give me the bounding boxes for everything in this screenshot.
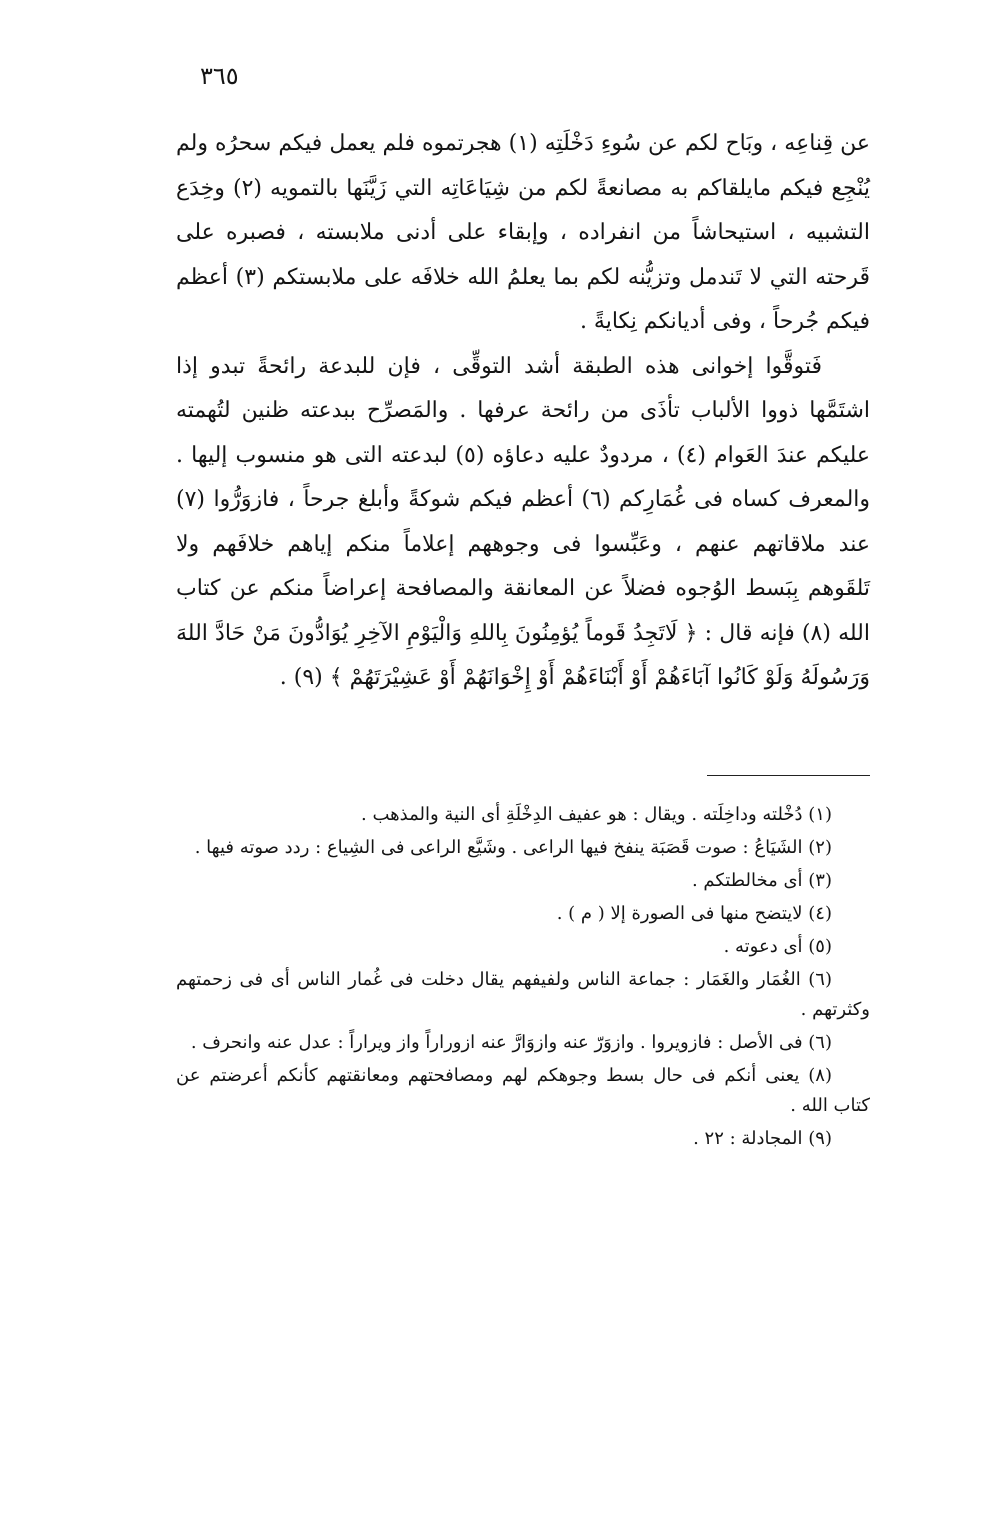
footnote: (١) دُخْلته وداخِلَته . ويقال : هو عفيف الدِخْلَةِ أى النية والمذهب . [361,804,832,825]
paragraph: عن قِناعِه ، وبَاح لكم عن سُوءِ دَخْلَتِه (١) هجرتموه فلم يعمل فيكم سحرُه ولم يُنْجِع فيكم مايلقاكم به مصانعةً لكم من شِيَاعَاتِه التي زَيَّنَها بالتمويه (٢) وخِدَع التشبيه ، استيحاشاً من انفراده ، وإبقاء على أدنى ملابسته ، فصبره على قَرحته التي لا تَندمل وتزيُّنه لكم بما يعلمُ الله خلافَه على ملابستكم (٣) أعظم فيكم جُرحاً ، وفى أديانكم نِكايةً . [176,131,871,334]
footnote: (٤) لايتضح منها فى الصورة إلا ( م ) . [556,903,832,924]
main-text [176,122,870,701]
footnote: (٦) فى الأصل : فازويروا . وازوَرّ عنه وازوَارَّ عنه ازوراراً واز ويراراً : عدل عنه وانحرف . [190,1032,832,1053]
footnote: (٥) أى دعوته . [723,936,832,957]
footnote: (٨) يعنى أنكم فى حال بسط وجوهكم لهم ومصافحتهم ومعانقتهم كأنكم أعرضتم عن كتاب الله . [176,1065,870,1116]
footnote: (٢) الشَيَاعُ : صوت قَصَبَة ينفخ فيها الراعى . وشَيَّع الراعى فى الشِياع : ردد صوته فيها . [194,837,832,858]
page-number: ٣٦٥ [200,62,239,90]
footnotes [176,800,870,1157]
footnote: (٣) أى مخالطتكم . [691,870,832,891]
paragraph: فَتوقَّوا إخوانى هذه الطبقة أشد التوقِّى ، فإن للبدعة رائحةً تبدو إذا اشتَمَّها ذووا الألباب تأذَى من رائحة عرفها . والمَصرِّح ببدعته ظنين لتُهمته عليكم عندَ العَوام (٤) ، مردودٌ عليه دعاؤه (٥) لبدعته التى هو منسوب إليها . والمعرف كساه فى غُمَارِكم (٦) أعظم فيكم شوكةً وأبلغ جرحاً ، فازوَرُّوا (٧) عند ملاقاتهم عنهم ، وعَبِّسوا فى وجوههم إعلاماً منكم إياهم خلافَهم ولا تَلقَوهم بِبَسط الوُجوه فضلاً عن المعانقة والمصافحة إعراضاً منكم عن كتاب الله (٨) فإنه قال : ﴿ لَاتَجِدُ قَوماً يُؤمِنُونَ بِاللهِ وَالْيَوْمِ الآخِرِ يُوَادُّونَ مَنْ حَادَّ اللهَ وَرَسُولَهُ وَلَوْ كَانُوا آبَاءَهُمْ أَوْ أَبْنَاءَهُمْ أَوْ إِخْوَانَهُمْ أَوْ عَشِيْرَتَهُمْ ﴾ (٩) . [176,353,871,690]
footnote-divider [707,775,870,776]
footnote: (٩) المجادلة : ٢٢ . [693,1128,832,1149]
footnote: (٦) الغُمَار والغَمَار : جماعة الناس ولفيفهم يقال دخلت فى غُمار الناس أى فى زحمتهم وكثرتهم . [176,969,870,1020]
